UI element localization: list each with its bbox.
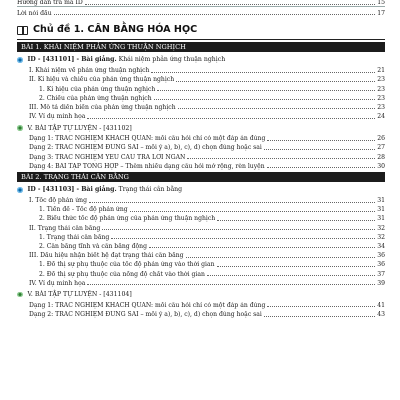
toc-row-page: 15 xyxy=(377,0,385,6)
toc-row-text: II. Trạng thái cân bằng xyxy=(29,224,101,232)
lesson-2-banner[interactable]: BÀI 2. TRẠNG THÁI CÂN BẰNG xyxy=(17,172,385,182)
dot-leader xyxy=(157,90,375,91)
toc-row-text: I. Khái niệm về phản ứng thuận nghịch xyxy=(29,67,150,75)
toc-row-page: 31 xyxy=(377,197,385,205)
dot-leader xyxy=(178,108,376,109)
toc-row-page: 26 xyxy=(377,135,385,143)
exercise-label: V. BÀI TẬP TỰ LUYỆN - [431102] xyxy=(27,124,132,132)
toc-row[interactable] xyxy=(17,10,385,17)
toc-row-page: 23 xyxy=(377,103,385,111)
toc-row-page: 36 xyxy=(377,252,385,260)
toc-row-page: 36 xyxy=(377,261,385,269)
toc-row-text: 2. Chiều của phản ứng thuận nghịch xyxy=(39,94,152,102)
dot-leader xyxy=(187,158,375,159)
dot-leader xyxy=(149,247,375,248)
lesson-2-exercises xyxy=(17,302,385,318)
dot-leader xyxy=(89,202,375,203)
toc-page xyxy=(17,0,385,318)
toc-row-page: 41 xyxy=(377,301,385,309)
toc-row[interactable] xyxy=(17,67,385,74)
dot-leader xyxy=(267,167,376,168)
toc-row[interactable] xyxy=(17,311,385,318)
toc-row-text: II. Kí hiệu và chiều của phản ứng thuận nghịch xyxy=(29,76,175,84)
toc-row-page: 31 xyxy=(377,206,385,214)
toc-row-text: 1. Trạng thái cân bằng xyxy=(39,233,110,241)
toc-row[interactable] xyxy=(17,104,385,111)
toc-row[interactable] xyxy=(17,113,385,120)
lesson-1-banner[interactable]: BÀI 1. KHÁI NIỆM PHẢN ỨNG THUẬN NGHỊCH xyxy=(17,42,385,52)
toc-row-page: 32 xyxy=(377,224,385,232)
toc-row[interactable] xyxy=(17,163,385,170)
dot-leader xyxy=(111,238,375,239)
toc-row-text: 2. Biểu thức tốc độ phản ứng của phản ứng thuận nghịch xyxy=(39,215,216,223)
toc-row[interactable] xyxy=(17,86,385,93)
toc-row[interactable] xyxy=(17,280,385,287)
toc-row-page: 34 xyxy=(377,242,385,250)
dot-leader xyxy=(264,149,375,150)
bullet-icon xyxy=(17,57,23,63)
toc-row[interactable] xyxy=(17,95,385,102)
toc-row-page: 39 xyxy=(377,279,385,287)
dot-leader xyxy=(217,266,376,267)
toc-row-page: 23 xyxy=(377,76,385,84)
dot-leader xyxy=(151,72,375,73)
bullet-icon xyxy=(17,292,23,298)
exercise-label: V. BÀI TẬP TỰ LUYỆN - [431104] xyxy=(27,291,132,299)
toc-row-page: 21 xyxy=(377,67,385,75)
toc-row[interactable] xyxy=(17,197,385,204)
toc-row-page: 27 xyxy=(377,144,385,152)
lesson-2-exercise-heading[interactable] xyxy=(17,290,385,300)
toc-row[interactable] xyxy=(17,225,385,232)
toc-row[interactable] xyxy=(17,302,385,309)
bullet-icon xyxy=(17,187,23,193)
toc-row-page: 23 xyxy=(377,85,385,93)
toc-row[interactable] xyxy=(17,215,385,222)
dot-leader xyxy=(102,229,375,230)
divider xyxy=(17,6,385,7)
dot-leader xyxy=(87,284,375,285)
lesson-1-id-row[interactable] xyxy=(17,55,385,65)
toc-row-text: 1. Đồ thị sự phụ thuộc của tốc độ phản ứng vào thời gian xyxy=(39,261,215,269)
toc-row-text: IV. Ví dụ minh họa xyxy=(29,113,86,121)
dot-leader xyxy=(264,316,375,317)
lesson-2-id-row[interactable] xyxy=(17,185,385,195)
toc-row[interactable] xyxy=(17,154,385,161)
toc-row-text: 1. Kí hiệu của phản ứng thuận nghịch xyxy=(39,85,156,93)
toc-row[interactable] xyxy=(17,135,385,142)
lesson-2-items xyxy=(17,197,385,287)
dot-leader xyxy=(186,257,376,258)
bullet-icon xyxy=(17,125,23,131)
toc-row-page: 31 xyxy=(377,215,385,223)
toc-row-text: I. Tốc độ phản ứng xyxy=(29,197,88,205)
toc-row-text: Dạng 3: TRẮC NGHIỆM YÊU CẦU TRẢ LỜI NGẮN xyxy=(29,153,186,161)
dot-leader xyxy=(267,306,375,307)
toc-row-page: 37 xyxy=(377,270,385,278)
toc-row-text: Dạng 1: TRẮC NGHIỆM KHÁCH QUAN: mỗi câu hỏi chỉ có một đáp án đúng xyxy=(29,301,266,309)
toc-row-text: Dạng 4: BÀI TẬP TỔNG HỢP – Thêm nhiều dạng câu hỏi mở rộng, rèn luyện xyxy=(29,162,265,170)
toc-row-text: Dạng 1: TRẮC NGHIỆM KHÁCH QUAN: mỗi câu hỏi chỉ có một đáp án đúng xyxy=(29,135,266,143)
dot-leader xyxy=(176,81,375,82)
chapter-title: Chủ đề 1. CÂN BẰNG HÓA HỌC xyxy=(33,24,198,36)
toc-row-page: 32 xyxy=(377,233,385,241)
toc-row-page: 28 xyxy=(377,153,385,161)
toc-row-page: 17 xyxy=(377,9,385,17)
toc-row[interactable] xyxy=(17,144,385,151)
lesson-1-exercise-heading[interactable] xyxy=(17,123,385,133)
toc-row-page: 43 xyxy=(377,311,385,319)
toc-row-text: Dạng 2: TRẮC NGHIỆM ĐÚNG SAI – mỗi ý a), b), c), d) chọn đúng hoặc sai xyxy=(29,144,262,152)
lesson-id-desc: Khái niệm phản ứng thuận nghịch xyxy=(118,56,226,64)
dot-leader xyxy=(130,211,376,212)
toc-row-text: IV. Ví dụ minh họa xyxy=(29,279,86,287)
dot-leader xyxy=(267,140,375,141)
toc-row[interactable] xyxy=(17,261,385,268)
lesson-id-label: ID - [431103] - Bài giảng. xyxy=(27,186,117,194)
toc-row[interactable] xyxy=(17,243,385,250)
dot-leader xyxy=(217,220,375,221)
chapter-underline xyxy=(17,39,385,40)
toc-row[interactable] xyxy=(17,206,385,213)
toc-row[interactable] xyxy=(17,76,385,83)
lesson-id-desc: Trạng thái cân bằng xyxy=(118,186,183,194)
toc-row-text: III. Mô tả diễn biến của phản ứng thuận nghịch xyxy=(29,103,176,111)
toc-row-text: 2. Cân bằng tĩnh và cân bằng động xyxy=(39,242,148,250)
dot-leader xyxy=(85,4,375,5)
toc-row[interactable] xyxy=(17,234,385,241)
toc-row[interactable] xyxy=(17,271,385,278)
toc-row-page: 23 xyxy=(377,94,385,102)
lesson-1-items xyxy=(17,67,385,120)
toc-row[interactable] xyxy=(17,252,385,259)
dot-leader xyxy=(87,118,375,119)
toc-row-text: Dạng 2: TRẮC NGHIỆM ĐÚNG SAI – mỗi ý a), b), c), d) chọn đúng hoặc sai xyxy=(29,311,262,319)
lesson-1-exercises xyxy=(17,135,385,170)
lesson-id-label: ID - [431101] - Bài giảng. xyxy=(27,56,117,64)
toc-row-text: III. Dấu hiệu nhận biết hệ đạt trạng thái cân bằng xyxy=(29,252,184,260)
dot-leader xyxy=(154,99,376,100)
toc-row-text: Hướng dẫn tra mã ID xyxy=(17,0,83,6)
toc-row-text: 2. Đồ thị sự phụ thuộc của nồng độ chất vào thời gian xyxy=(39,270,205,278)
dot-leader xyxy=(54,14,376,15)
toc-row-page: 24 xyxy=(377,113,385,121)
dot-leader xyxy=(207,275,375,276)
toc-row-text: Lời nói đầu xyxy=(17,9,52,17)
toc-row-page: 30 xyxy=(377,162,385,170)
book-icon xyxy=(17,26,28,34)
toc-row-text: 1. Tiền đề - Tốc độ phản ứng xyxy=(39,206,128,214)
chapter-heading[interactable] xyxy=(17,21,385,39)
